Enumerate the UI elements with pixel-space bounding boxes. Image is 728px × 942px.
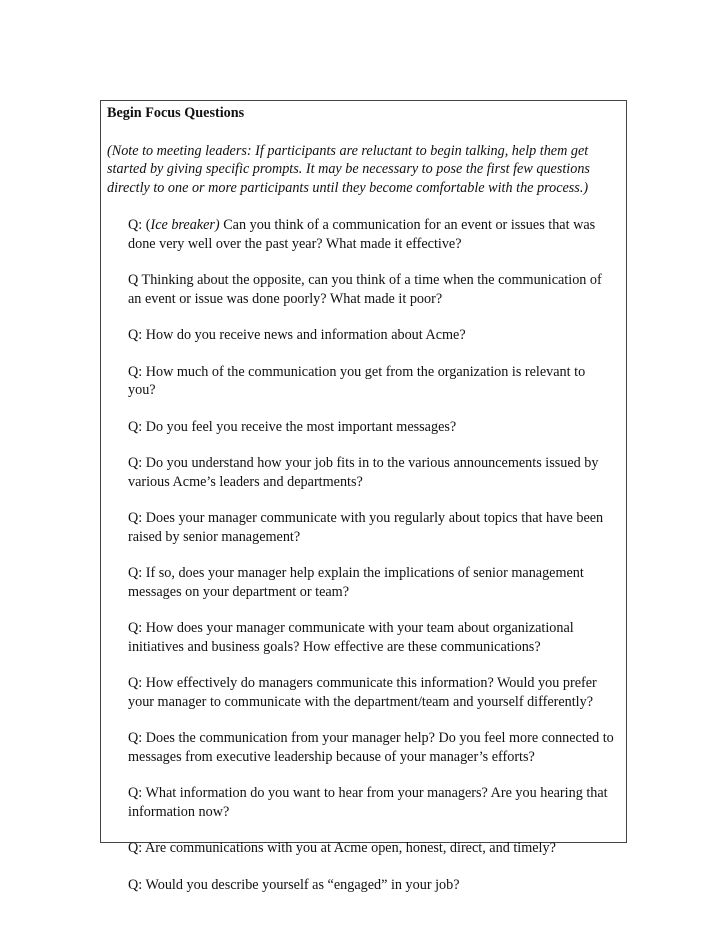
question-4-line-2: you? bbox=[128, 382, 156, 398]
question-11-line-2: messages from executive leadership because of your manager’s efforts? bbox=[128, 748, 535, 765]
leader-note-line-1: (Note to meeting leaders: If participants are reluctant to begin talking, help them get bbox=[107, 142, 589, 159]
question-item-2 bbox=[128, 271, 627, 308]
question-1-line-1-rest: Can you think of a communication for an event or issues that was bbox=[219, 217, 596, 233]
question-12-line-2: information now? bbox=[128, 803, 230, 820]
question-12-line-1: Q: What information do you want to hear from your managers? Are you hearing that bbox=[128, 785, 608, 801]
focus-questions-content bbox=[107, 104, 627, 894]
question-14-line-1: Q: Would you describe yourself as “engaged” in your job? bbox=[128, 876, 460, 893]
question-4-line-1: Q: How much of the communication you get from the organization is relevant to bbox=[128, 363, 586, 380]
leader-note-line-3: directly to one or more participants until they become comfortable with the process.) bbox=[107, 179, 589, 196]
question-item-12 bbox=[128, 784, 627, 821]
question-item-13 bbox=[128, 839, 627, 858]
question-8-line-1: Q: If so, does your manager help explain the implications of senior management bbox=[128, 565, 584, 581]
question-6-line-1: Q: Do you understand how your job fits in to the various announcements issued by bbox=[128, 455, 599, 471]
leader-note-line-2: started by giving specific prompts. It may be necessary to pose the first few questions bbox=[107, 161, 590, 177]
question-10-line-1: Q: How effectively do managers communicate this information? Would you prefer bbox=[128, 675, 597, 691]
question-item-11 bbox=[128, 729, 627, 766]
question-11-line-1: Q: Does the communication from your manager help? Do you feel more connected to bbox=[128, 730, 614, 746]
question-7-line-1: Q: Does your manager communicate with you regularly about topics that have been bbox=[128, 510, 604, 526]
question-2-line-2: an event or issue was done poorly? What made it poor? bbox=[128, 290, 443, 307]
question-6-line-2: various Acme’s leaders and departments? bbox=[128, 473, 363, 490]
question-item-3 bbox=[128, 326, 627, 345]
question-8-line-2: messages on your department or team? bbox=[128, 583, 350, 600]
question-item-10 bbox=[128, 674, 627, 711]
leader-note bbox=[107, 142, 627, 198]
question-item-9 bbox=[128, 619, 627, 656]
question-item-5 bbox=[128, 418, 627, 437]
question-7-line-2: raised by senior management? bbox=[128, 528, 301, 545]
question-2-line-1: Q Thinking about the opposite, can you think of a time when the communication of bbox=[128, 272, 602, 288]
question-item-6 bbox=[128, 454, 627, 491]
question-3-line-1: Q: How do you receive news and information about Acme? bbox=[128, 327, 466, 343]
question-10-line-2: your manager to communicate with the department/team and yourself differently? bbox=[128, 693, 594, 710]
question-9-line-1: Q: How does your manager communicate with your team about organizational bbox=[128, 620, 574, 636]
question-1-prefix: Q: ( bbox=[128, 217, 151, 233]
question-item-1 bbox=[128, 216, 627, 253]
question-item-14 bbox=[128, 876, 627, 895]
question-5-line-1: Q: Do you feel you receive the most important messages? bbox=[128, 418, 457, 435]
question-list bbox=[107, 216, 627, 894]
question-item-4 bbox=[128, 363, 627, 400]
question-9-line-2: initiatives and business goals? How effective are these communications? bbox=[128, 638, 541, 655]
question-1-emphasis: Ice breaker) bbox=[150, 217, 220, 233]
question-13-line-1: Q: Are communications with you at Acme open, honest, direct, and timely? bbox=[128, 840, 556, 856]
question-item-7 bbox=[128, 509, 627, 546]
question-item-8 bbox=[128, 564, 627, 601]
section-title: Begin Focus Questions bbox=[107, 105, 245, 121]
question-1-line-2: done very well over the past year? What made it effective? bbox=[128, 235, 462, 252]
